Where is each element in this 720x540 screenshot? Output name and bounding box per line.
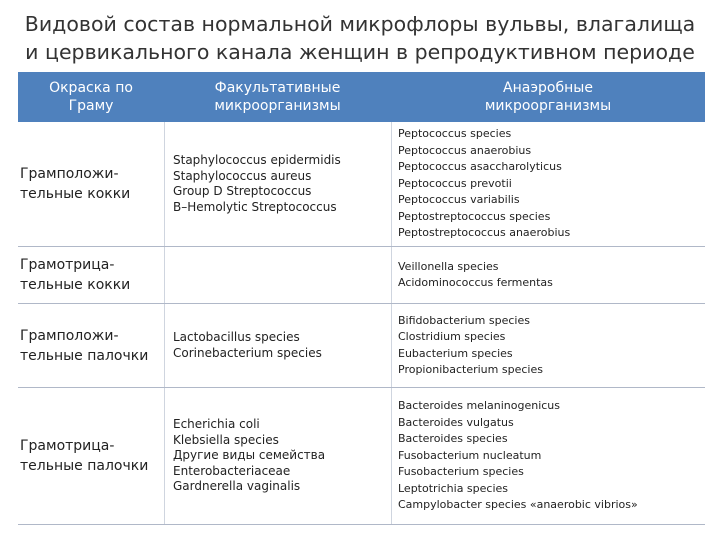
cell-text-line: Fusobacterium species	[398, 465, 524, 479]
table-row	[18, 304, 705, 388]
header-gram-stain	[18, 72, 164, 122]
cell-text-line: тельные кокки	[20, 186, 131, 202]
cell-text-line: Peptococcus asaccharolyticus	[398, 160, 562, 174]
gram-stain-cell	[18, 247, 164, 303]
cell-text-line: B–Hemolytic Streptococcus	[173, 199, 337, 214]
header-text: микроорганизмы	[214, 98, 341, 114]
cell-text-line: Bacteroides species	[398, 432, 508, 446]
cell-text-line: Clostridium species	[398, 330, 506, 343]
facultative-cell	[164, 304, 391, 387]
table-row	[18, 247, 705, 304]
cell-text-line: Group D Streptococcus	[173, 184, 312, 198]
header-facultative	[164, 72, 391, 122]
cell-text-line: Staphylococcus aureus	[173, 168, 312, 183]
facultative-cell	[164, 122, 391, 246]
slide-title-line-1: Видовой состав нормальной микрофлоры вульвы, влагалища	[24, 12, 696, 36]
header-text: Анаэробные	[503, 80, 593, 96]
cell-text-line: Acidominococcus fermentas	[398, 276, 553, 289]
facultative-cell	[164, 388, 391, 524]
cell-text-line: тельные палочки	[20, 347, 149, 364]
cell-text-line: Peptococcus prevotii	[398, 176, 512, 190]
cell-text-line: Грамотрица-	[20, 438, 115, 454]
cell-text-line: Bifidobacterium species	[398, 313, 530, 327]
anaerobic-cell	[391, 122, 705, 246]
cell-text-line: Veillonella species	[398, 259, 499, 273]
slide-title	[20, 10, 700, 66]
cell-text-line: Bacteroides melaninogenicus	[398, 399, 560, 413]
cell-text-line: тельные кокки	[20, 277, 131, 293]
cell-text-line: Peptostreptococcus species	[398, 209, 551, 223]
gram-stain-cell	[18, 388, 164, 524]
cell-text-line: Leptotrichia species	[398, 481, 509, 495]
cell-text-line: Echerichia coli	[173, 417, 260, 432]
cell-text-line: Грамотрица-	[20, 257, 115, 273]
anaerobic-cell	[391, 247, 705, 303]
cell-text-line: Грамположи-	[20, 166, 119, 182]
table-header-row	[18, 72, 705, 122]
cell-text-line: Klebsiella species	[173, 432, 279, 447]
cell-text-line: Propionibacterium species	[398, 363, 543, 376]
table-row	[18, 122, 705, 247]
header-text: Факультативные	[214, 80, 341, 96]
microflora-table	[18, 72, 705, 525]
cell-text-line: Campylobacter species «anaerobic vibrios»	[398, 498, 638, 512]
header-anaerobic	[391, 72, 705, 122]
cell-text-line: Другие виды семейства	[173, 448, 326, 463]
gram-stain-cell	[18, 122, 164, 246]
cell-text-line: Corinebacterium species	[173, 345, 322, 360]
anaerobic-cell	[391, 304, 705, 387]
cell-text-line: Staphylococcus epidermidis	[173, 153, 341, 167]
cell-text-line: тельные палочки	[20, 458, 149, 474]
cell-text-line: Peptostreptococcus anaerobius	[398, 226, 571, 240]
cell-text-line: Fusobacterium nucleatum	[398, 448, 542, 462]
header-text: Граму	[68, 98, 114, 114]
cell-text-line: Грамположи-	[20, 327, 119, 344]
table-body	[18, 122, 705, 525]
cell-text-line: Peptococcus variabilis	[398, 193, 520, 207]
anaerobic-cell	[391, 388, 705, 524]
slide-title-line-2: и цервикального канала женщин в репродуктивном периоде	[25, 40, 695, 64]
facultative-cell	[164, 247, 391, 303]
cell-text-line: Enterobacteriaceae	[173, 463, 291, 478]
cell-text-line: Eubacterium species	[398, 346, 513, 360]
header-text: микроорганизмы	[484, 98, 612, 114]
cell-text-line: Gardnerella vaginalis	[173, 479, 301, 494]
gram-stain-cell	[18, 304, 164, 387]
cell-text-line: Bacteroides vulgatus	[398, 415, 514, 429]
header-text: Окраска по	[49, 80, 133, 96]
cell-text-line: Peptococcus species	[398, 127, 512, 141]
cell-text-line: Peptococcus anaerobius	[398, 143, 532, 157]
table-row	[18, 388, 705, 525]
cell-text-line: Lactobacillus species	[173, 330, 300, 344]
